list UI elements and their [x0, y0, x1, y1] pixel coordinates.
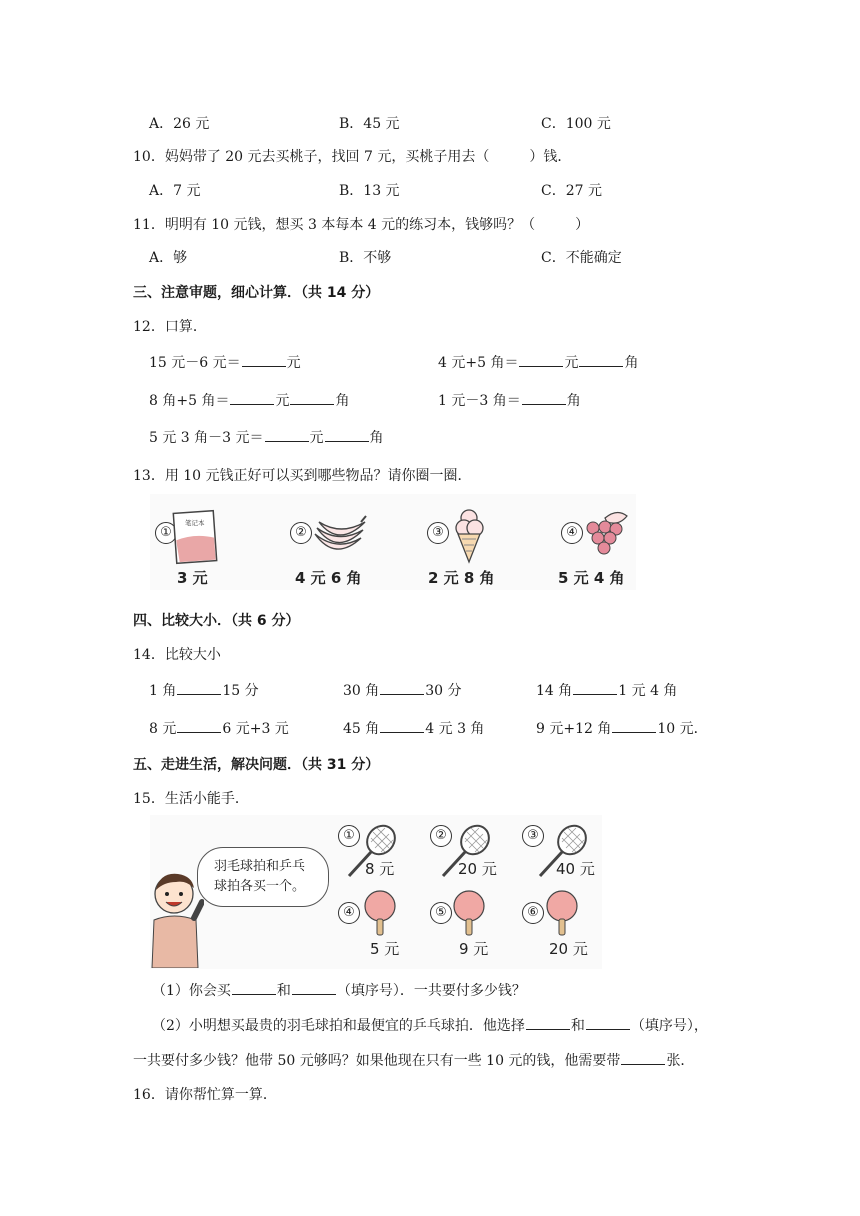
q15-part-1-and: 和	[276, 983, 291, 999]
answer-blank[interactable]	[522, 390, 566, 405]
compare-right: 4 元 3 角	[425, 721, 485, 737]
answer-blank[interactable]	[232, 980, 276, 995]
q15-part-2-and: 和	[570, 1018, 585, 1034]
q15-part-2-cont-text: 一共要付多少钱？他带 50 元够吗？如果他现在只有一些 10 元的钱，他需要带	[133, 1053, 621, 1069]
notebook-cover-text: 笔记本	[185, 519, 205, 527]
compare-item	[536, 680, 677, 700]
compare-right: 6 元+3 元	[222, 721, 289, 737]
unit-label: 元	[564, 355, 579, 371]
section-4-heading: 四、比较大小．（共 6 分）	[133, 613, 300, 629]
unit-label: 角	[566, 393, 581, 409]
notebook-icon[interactable]	[172, 509, 218, 569]
section-5-heading: 五、走进生活，解决问题．（共 31 分）	[133, 757, 380, 773]
q14-title: 14．比较大小	[133, 647, 221, 663]
item-price: 40 元	[556, 860, 595, 878]
compare-left: 14 角	[536, 683, 573, 699]
answer-blank[interactable]	[177, 680, 221, 695]
q15-part-2-text: （2）小明想买最贵的羽毛球拍和最便宜的乒乓球拍．他选择	[152, 1018, 525, 1034]
q11-option-c[interactable]: C．不能确定	[541, 250, 622, 266]
q10-number: 10．	[133, 149, 165, 165]
answer-blank[interactable]	[325, 427, 369, 442]
q11-number: 11．	[133, 217, 165, 233]
q11-stem-after: ）	[575, 217, 590, 233]
q10-option-b[interactable]: B．13 元	[339, 183, 400, 199]
q11-option-a[interactable]: A．够	[149, 250, 188, 266]
unit-label: 元	[309, 430, 324, 446]
ping-pong-paddle-icon[interactable]	[451, 888, 487, 942]
compare-right: 1 元 4 角	[618, 683, 678, 699]
unit-label: 角	[369, 430, 384, 446]
q12-title: 12．口算．	[133, 319, 207, 335]
ping-pong-paddle-icon[interactable]	[362, 888, 398, 942]
boy-illustration-icon	[150, 868, 204, 972]
q12-item-2	[438, 352, 638, 372]
compare-right: 15 分	[222, 683, 259, 699]
q15-part-2	[152, 1015, 708, 1035]
q10-stem-before: 妈妈带了 20 元去买桃子，找回 7 元，买桃子用去（	[164, 149, 490, 165]
q12-expr-4: 1 元－3 角＝	[438, 393, 521, 409]
compare-item	[149, 718, 289, 738]
q11-stem	[133, 214, 589, 234]
item-number: ⑥	[522, 902, 544, 924]
unit-label: 角	[335, 393, 350, 409]
unit-label: 元	[286, 355, 301, 371]
item-number: ⑤	[430, 902, 452, 924]
answer-blank[interactable]	[573, 680, 617, 695]
item-number: ③	[427, 522, 449, 544]
q16-title: 16．请你帮忙算一算．	[133, 1087, 277, 1103]
q15-part-2-cont	[133, 1050, 694, 1070]
item-number: ④	[338, 902, 360, 924]
item-price: 3 元	[177, 569, 208, 587]
item-price: 9 元	[459, 940, 489, 958]
answer-blank[interactable]	[290, 390, 334, 405]
q12-expr-2: 4 元+5 角＝	[438, 355, 519, 371]
q11-option-b[interactable]: B．不够	[339, 250, 392, 266]
q15-part-2-tail: （填序号），	[630, 1018, 708, 1034]
item-price: 4 元 6 角	[295, 569, 362, 587]
compare-left: 8 元	[149, 721, 177, 737]
answer-blank[interactable]	[380, 680, 424, 695]
answer-blank[interactable]	[526, 1015, 570, 1030]
answer-blank[interactable]	[519, 352, 563, 367]
grapes-icon[interactable]	[583, 508, 629, 564]
item-price: 2 元 8 角	[428, 569, 495, 587]
answer-blank[interactable]	[265, 427, 309, 442]
compare-item	[343, 680, 462, 700]
q9-option-a[interactable]: A．26 元	[149, 116, 210, 132]
q10-option-a[interactable]: A．7 元	[149, 183, 201, 199]
q10-option-c[interactable]: C．27 元	[541, 183, 602, 199]
compare-left: 45 角	[343, 721, 380, 737]
q15-title: 15．生活小能手．	[133, 791, 249, 807]
compare-item	[343, 718, 484, 738]
q9-option-b[interactable]: B．45 元	[339, 116, 400, 132]
q15-part-1	[152, 980, 526, 1000]
item-number: ②	[290, 522, 312, 544]
q9-option-c[interactable]: C．100 元	[541, 116, 611, 132]
unit-label: 元	[275, 393, 290, 409]
section-3-heading: 三、注意审题，细心计算．（共 14 分）	[133, 285, 380, 301]
q12-expr-5: 5 元 3 角－3 元＝	[149, 430, 264, 446]
answer-blank[interactable]	[242, 352, 286, 367]
q12-expr-1: 15 元－6 元＝	[149, 355, 241, 371]
banana-icon[interactable]	[311, 510, 367, 564]
compare-right: 10 元．	[657, 721, 708, 737]
answer-blank[interactable]	[230, 390, 274, 405]
ping-pong-paddle-icon[interactable]	[544, 888, 580, 942]
compare-item	[536, 718, 708, 738]
answer-blank[interactable]	[612, 718, 656, 733]
q10-stem	[133, 146, 571, 166]
item-price: 20 元	[549, 940, 588, 958]
item-number: ①	[338, 825, 360, 847]
q12-expr-3: 8 角+5 角＝	[149, 393, 230, 409]
q15-part-2-cont-tail: 张．	[666, 1053, 695, 1069]
speech-bubble: 羽毛球拍和乒乓球拍各买一个。	[197, 847, 329, 907]
answer-blank[interactable]	[177, 718, 221, 733]
q12-item-4	[438, 390, 581, 410]
item-number: ③	[522, 825, 544, 847]
answer-blank[interactable]	[579, 352, 623, 367]
item-price: 5 元 4 角	[558, 569, 625, 587]
item-price: 20 元	[458, 860, 497, 878]
q12-item-5	[149, 427, 384, 447]
item-number: ④	[561, 522, 583, 544]
item-number: ②	[430, 825, 452, 847]
unit-label: 角	[624, 355, 639, 371]
answer-blank[interactable]	[292, 980, 336, 995]
answer-blank[interactable]	[621, 1050, 665, 1065]
ice-cream-icon[interactable]	[452, 506, 486, 568]
answer-blank[interactable]	[380, 718, 424, 733]
q15-part-1-tail: （填序号）．一共要付多少钱？	[336, 983, 526, 999]
compare-right: 30 分	[425, 683, 462, 699]
q15-part-1-text: （1）你会买	[152, 983, 231, 999]
q11-stem-before: 明明有 10 元钱，想买 3 本每本 4 元的练习本，钱够吗？（	[164, 217, 536, 233]
item-price: 8 元	[365, 860, 395, 878]
q12-item-1	[149, 352, 301, 372]
compare-item	[149, 680, 259, 700]
compare-left: 30 角	[343, 683, 380, 699]
q13-title: 13．用 10 元钱正好可以买到哪些物品？请你圈一圈．	[133, 468, 472, 484]
item-price: 5 元	[370, 940, 400, 958]
q12-item-3	[149, 390, 349, 410]
answer-blank[interactable]	[586, 1015, 630, 1030]
item-number: ①	[155, 522, 177, 544]
compare-left: 1 角	[149, 683, 177, 699]
compare-left: 9 元+12 角	[536, 721, 612, 737]
q10-stem-after: ）钱．	[529, 149, 572, 165]
